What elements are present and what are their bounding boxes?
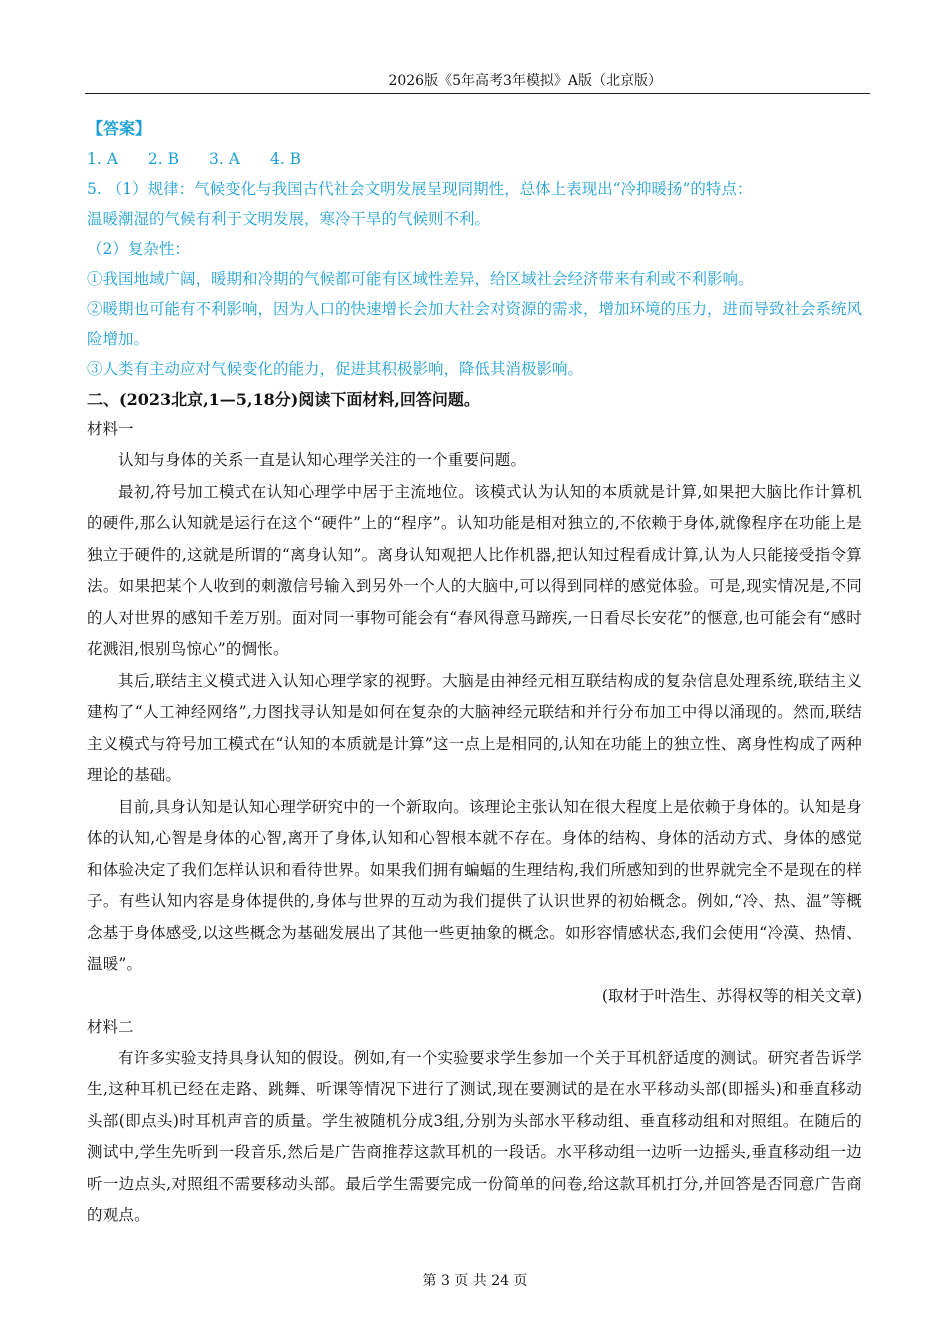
answer-point-1: ①我国地域广阔，暖期和冷期的气候都可能有区域性差异，给区域社会经济带来有利或不利影响。 <box>87 270 754 288</box>
page-footer: 第 3 页 共 24 页 <box>422 1273 528 1289</box>
answer-point-2: ②暖期也可能有不利影响，因为人口的快速增长会加大社会对资源的需求，增加环境的压力，进而导致社会系统风险增加。 <box>87 300 863 348</box>
material1-paragraph-3: 其后,联结主义模式进入认知心理学家的视野。大脑是由神经元相互联结构成的复杂信息处理系统,联结主义建构了“人工神经网络”,力图找寻认知是如何在复杂的大脑神经元联结和并行分布加工中得以涌现的。然而,联结主义模式与符号加工模式在“认知的本质就是计算”这一点上是相同的,认知在功能上的独立性、离身性构成了两种理论的基础。 <box>87 671 862 784</box>
choice-2: 2. B <box>147 150 180 168</box>
answer-title: 【答案】 <box>87 119 152 138</box>
material1-source: (取材于叶浩生、苏得权等的相关文章) <box>601 986 862 1005</box>
q5-line1: 5. （1）规律：气候变化与我国古代社会文明发展呈现同期性，总体上表现出“冷抑暖扬”的特点： <box>87 180 753 198</box>
answer-choices <box>87 144 862 174</box>
page-header: 2026版《5年高考3年模拟》A版（北京版） <box>85 72 870 94</box>
choice-1: 1. A <box>87 150 118 168</box>
section-heading: 二、(2023北京,1—5,18分)阅读下面材料,回答问题。 <box>87 390 480 409</box>
q5-line2: 温暖潮湿的气候有利于文明发展，寒冷干旱的气候则不利。 <box>87 210 491 228</box>
material1-paragraph-1: 认知与身体的关系一直是认知心理学关注的一个重要问题。 <box>118 451 527 469</box>
material1-paragraph-4: 目前,具身认知是认知心理学研究中的一个新取向。该理论主张认知在很大程度上是依赖于身体的。认知是身体的认知,心智是身体的心智,离开了身体,认知和心智根本就不存在。身体的结构、身体的活动方式、身体的感觉和体验决定了我们怎样认识和看待世界。如果我们拥有蝙蝠的生理结构,我们所感知到的世界就完全不是现在的样子。有些认知内容是身体提供的,身体与世界的互动为我们提供了认识世界的初始概念。例如,“冷、热、温”等概念基于身体感受,以这些概念为基础发展出了其他一些更抽象的概念。如形容情感状态,我们会使用“冷漠、热情、温暖”。 <box>87 797 862 973</box>
material2-paragraph-1: 有许多实验支持具身认知的假设。例如,有一个实验要求学生参加一个关于耳机舒适度的测试。研究者告诉学生,这种耳机已经在走路、跳舞、听课等情况下进行了测试,现在要测试的是在水平移动头部(即摇头)和垂直移动头部(即点头)时耳机声音的质量。学生被随机分成3组,分别为头部水平移动组、垂直移动组和对照组。在随后的测试中,学生先听到一段音乐,然后是广告商推荐这款耳机的一段话。水平移动组一边听一边摇头,垂直移动组一边听一边点头,对照组不需要移动头部。最后学生需要完成一份简单的问卷,给这款耳机打分,并回答是否同意广告商的观点。 <box>87 1048 862 1224</box>
choice-3: 3. A <box>209 150 240 168</box>
material1-paragraph-2: 最初,符号加工模式在认知心理学中居于主流地位。该模式认为认知的本质就是计算,如果把大脑比作计算机的硬件,那么认知就是运行在这个“硬件”上的“程序”。认知功能是相对独立的,不依赖于身体,就像程序在功能上是独立于硬件的,这就是所谓的“离身认知”。离身认知观把人比作机器,把认知过程看成计算,认为人只能接受指令算法。如果把某个人收到的刺激信号输入到另外一个人的大脑中,可以得到同样的感觉体验。可是,现实情况是,不同的人对世界的感知千差万别。面对同一事物可能会有“春风得意马蹄疾,一日看尽长安花”的惬意,也可能会有“感时花溅泪,恨别鸟惊心”的惆怅。 <box>87 482 862 658</box>
material1-label: 材料一 <box>87 420 134 438</box>
material2-label: 材料二 <box>87 1017 134 1036</box>
page-content <box>87 114 862 1232</box>
q5-sub2: （2）复杂性： <box>87 240 190 258</box>
answer-point-3: ③人类有主动应对气候变化的能力，促进其积极影响，降低其消极影响。 <box>87 360 584 378</box>
choice-4: 4. B <box>269 150 302 168</box>
